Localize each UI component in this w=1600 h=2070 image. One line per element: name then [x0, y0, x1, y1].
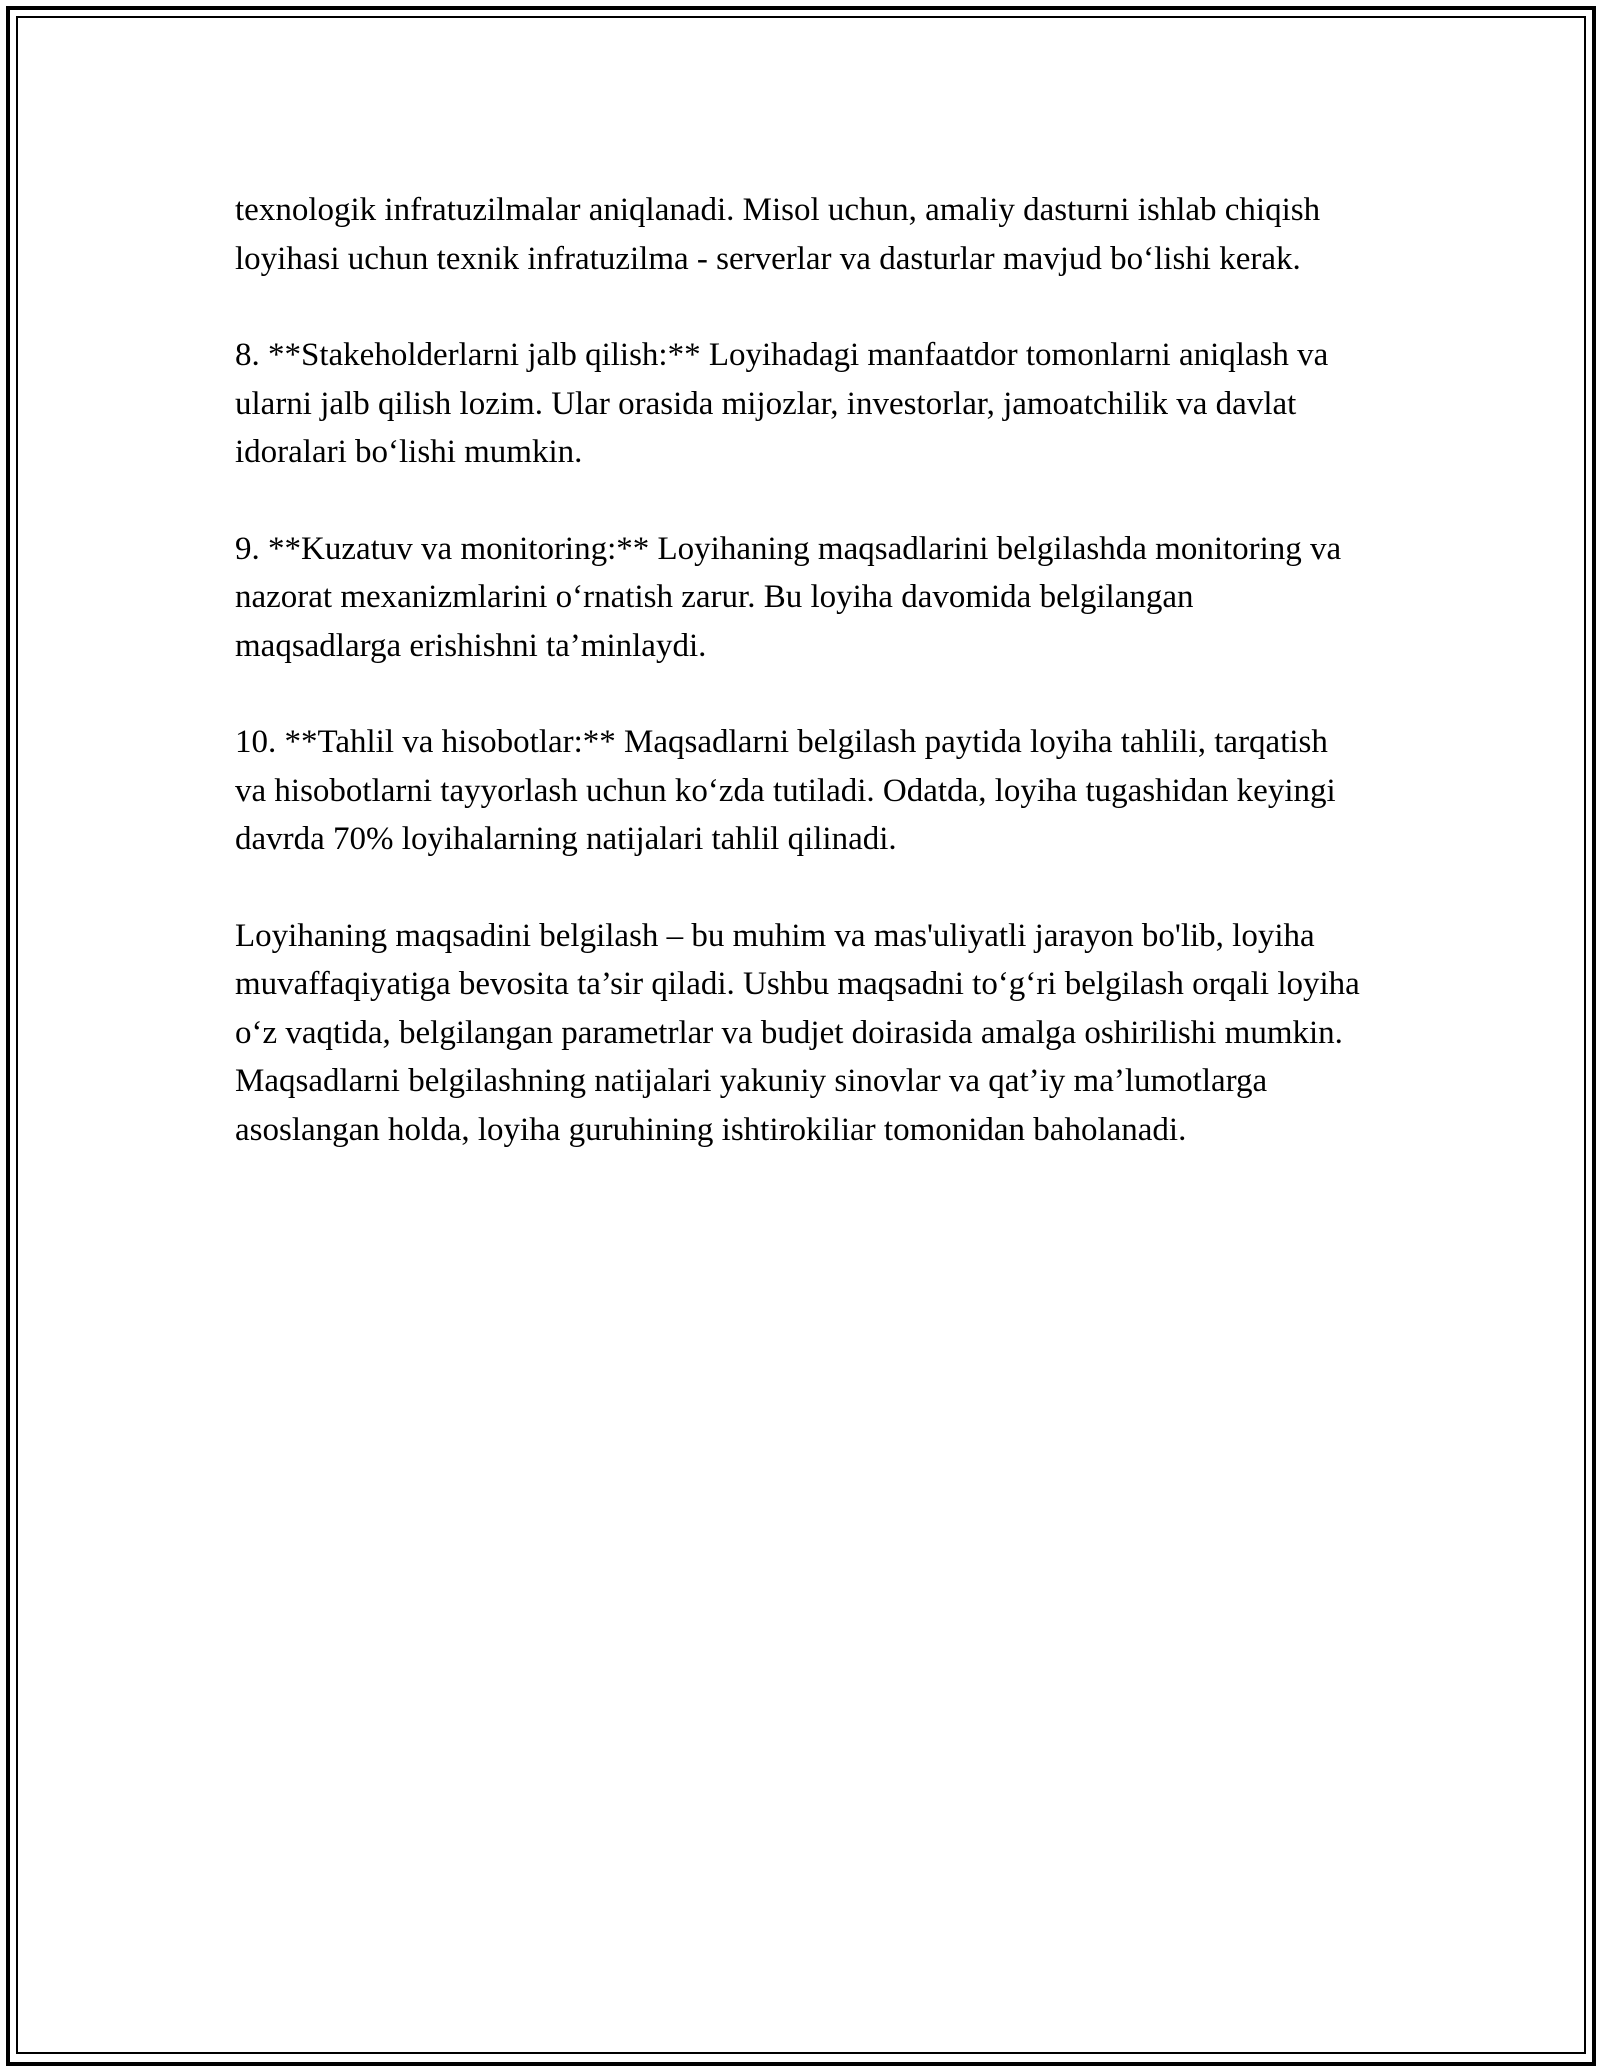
document-body	[235, 186, 1365, 1202]
paragraph-stakeholders: 8. **Stakeholderlarni jalb qilish:** Loyihadagi manfaatdor tomonlarni aniqlash va ularni jalb qilish lozim. Ular orasida mijozlar, investorlar, jamoatchilik va davlat idoralari bo‘lishi mumkin.	[235, 337, 1329, 470]
paragraph-analysis-reports: 10. **Tahlil va hisobotlar:** Maqsadlarni belgilash paytida loyiha tahlili, tarqatish va hisobotlarni tayyorlash uchun ko‘zda tutiladi. Odatda, loyiha tugashidan keyingi davrda 70% loyihalarning natijalari tahlil qilinadi.	[235, 724, 1336, 857]
paragraph-infrastructure-continuation: texnologik infratuzilmalar aniqlanadi. Misol uchun, amaliy dasturni ishlab chiqish loyihasi uchun texnik infratuzilma - serverlar va dasturlar mavjud bo‘lishi kerak.	[235, 192, 1321, 277]
paragraph-conclusion: Loyihaning maqsadini belgilash – bu muhim va mas'uliyatli jarayon bo'lib, loyiha muvaffaqiyatiga bevosita ta’sir qiladi. Ushbu maqsadni to‘g‘ri belgilash orqali loyiha o‘z vaqtida, belgilangan parametrlar va budjet doirasida amalga oshirilishi mumkin. Maqsadlarni belgilashning natijalari yakuniy sinovlar va qat’iy ma’lumotlarga asoslangan holda, loyiha guruhining ishtirokiliar tomonidan baholanadi.	[235, 917, 1360, 1148]
paragraph-monitoring: 9. **Kuzatuv va monitoring:** Loyihaning maqsadlarini belgilashda monitoring va nazorat mexanizmlarini o‘rnatish zarur. Bu loyiha davomida belgilangan maqsadlarga erishishni ta’minlaydi.	[235, 530, 1342, 664]
